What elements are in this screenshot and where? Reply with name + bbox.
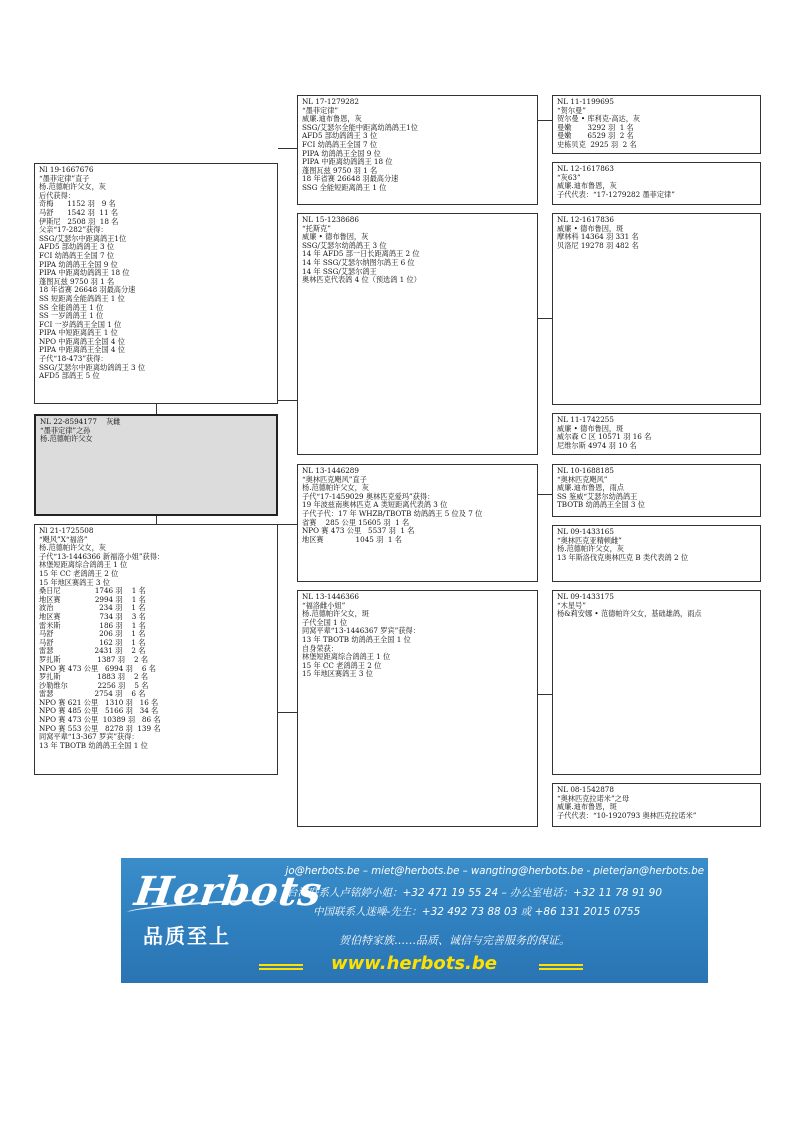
pedigree-line: NPO 赛 485 公里 5166 羽 34 名 xyxy=(39,706,159,716)
pedigree-box-ss-sire xyxy=(552,95,761,154)
pedigree-line: SSG/艾瑟尔中距离鸽王1位 xyxy=(39,233,127,243)
pedigree-line: “灰63” xyxy=(557,172,581,182)
pedigree-box-sd-dam xyxy=(552,413,761,455)
pedigree-line: FCI 一岁鸽鸽王全国 1 位 xyxy=(39,319,122,329)
pedigree-line: 雷瑟 2754 羽 6 名 xyxy=(39,689,146,699)
pedigree-line: 威廉.迪布鲁恩，灰 xyxy=(302,114,362,124)
pedigree-line: NL 11-1199695 xyxy=(557,97,614,106)
pedigree-line: 威廉.迪布鲁恩，灰 xyxy=(557,181,617,191)
pedigree-box-ss-dam xyxy=(552,162,761,205)
pedigree-line: NL 15-1238686 xyxy=(302,215,359,224)
pedigree-line: SSG/艾瑟尔全能中距离幼鸽鸽王1位 xyxy=(302,122,418,132)
pedigree-box-sire-sire xyxy=(297,95,538,205)
pedigree-line: NL 22-8594177 灰雌 xyxy=(40,417,121,426)
pedigree-line: 史栋贝克 2925 羽 2 名 xyxy=(557,139,637,149)
pedigree-line: SSG/艾瑟尔幼鸽鸽王 3 位 xyxy=(302,240,387,250)
pedigree-line: NL 09-1433175 xyxy=(557,592,614,601)
banner-motto: 品质至上 xyxy=(143,924,231,948)
pedigree-line: PIPA 中距离鸽王全国 4 位 xyxy=(39,345,125,355)
pedigree-line: SS 短距离全能鸽鸽王 1 位 xyxy=(39,293,125,303)
pedigree-line: PIPA 中短距离鸽王 1 位 xyxy=(39,328,118,338)
pedigree-line: 贺尔曼 • 库利克-高达，灰 xyxy=(557,114,641,124)
decorative-bar-left xyxy=(259,964,303,966)
pedigree-box-dd-dam xyxy=(552,783,761,827)
connector-line xyxy=(278,148,297,149)
pedigree-line: “木星号” xyxy=(557,600,586,610)
pedigree-line: 地区赛 734 羽 3 名 xyxy=(39,611,146,621)
pedigree-line: SS 一岁鸽鸽王 1 位 xyxy=(39,311,104,321)
herbots-banner xyxy=(121,858,708,983)
connector-line xyxy=(278,400,297,401)
pedigree-line: 雷瑟 2431 羽 2 名 xyxy=(39,646,146,656)
pedigree-line: 罗扎斯 1387 羽 2 名 xyxy=(39,654,149,664)
pedigree-line: FCI 幼鸽鸽王全国 7 位 xyxy=(302,139,378,149)
pedigree-line: 子代“18-473”获得： xyxy=(39,354,108,364)
pedigree-line: 15 年地区赛鸽王 3 位 xyxy=(39,577,110,587)
pedigree-line: AFD5 部鸽王 5 位 xyxy=(39,371,100,381)
herbots-logo: Herbots xyxy=(131,868,326,915)
pedigree-line: “托斯克” xyxy=(302,223,331,233)
pedigree-line: 马舒 206 羽 1 名 xyxy=(39,629,146,639)
pedigree-line: 杨.范德帕许父女，灰 xyxy=(39,182,106,192)
pedigree-line: 同窝平辈“13-367 罗宾”获得： xyxy=(39,732,139,742)
pedigree-box-sire xyxy=(34,163,278,404)
pedigree-line: FCI 幼鸽鸽王全国 7 位 xyxy=(39,250,115,260)
pedigree-line: SS 全能鸽鸽王 1 位 xyxy=(39,302,104,312)
pedigree-line: 杨.范德帕许父女，灰 xyxy=(557,544,624,554)
connector-line xyxy=(538,694,552,695)
connector-line xyxy=(278,524,297,525)
pedigree-line: 伊斯尼 2508 羽 18 名 xyxy=(39,216,119,226)
pedigree-line: 15 年 CC 老鸽鸽王 2 位 xyxy=(39,568,119,578)
pedigree-line: PIPA 中距离幼鸽鸽王 18 位 xyxy=(39,268,130,278)
pedigree-box-sire-dam xyxy=(297,213,538,455)
pedigree-line: 子代全国 1 位 xyxy=(302,617,348,627)
pedigree-line: 同窝平辈“13-1446367 罗宾”获得： xyxy=(302,626,420,636)
pedigree-line: 波治 234 羽 1 名 xyxy=(39,603,146,613)
pedigree-line: 曼嫩 3292 羽 1 名 xyxy=(557,122,634,132)
pedigree-line: 15 年地区赛鸽王 3 位 xyxy=(302,669,373,679)
pedigree-box-dam-dam xyxy=(297,590,538,827)
pedigree-line: 马舒 162 羽 1 名 xyxy=(39,637,146,647)
pedigree-line: 杨.范德帕许父女 xyxy=(40,434,93,444)
pedigree-line: PIPA 中距离幼鸽鸽王 18 位 xyxy=(302,157,393,167)
banner-contact-taiwan: 台湾联系人卢铭婷小姐：+32 471 19 55 24 – 办公室电话：+32 11 78 91 90 xyxy=(287,887,663,899)
pedigree-line: 杨.范德帕许父女，灰 xyxy=(302,483,369,493)
connector-line xyxy=(538,494,552,495)
pedigree-line: AFD5 部幼鸽鸽王 3 位 xyxy=(302,131,378,141)
pedigree-line: 威廉 • 德布鲁因，斑 xyxy=(557,223,624,233)
pedigree-line: 地区赛 2994 羽 1 名 xyxy=(39,594,146,604)
decorative-bar-right xyxy=(539,964,583,966)
banner-contact-china: 中国联系人迷噪-先生：+32 492 73 88 03 或 +86 131 2015 0755 xyxy=(313,906,641,918)
pedigree-line: SSG 全能短距离鸽王 1 位 xyxy=(302,182,387,192)
pedigree-line: 雷米斯 186 羽 1 名 xyxy=(39,620,146,630)
pedigree-line: PIPA 幼鸽鸽王全国 9 位 xyxy=(302,148,381,158)
pedigree-line: 威廉 • 德布鲁因，灰 xyxy=(302,232,369,242)
pedigree-line: AFD5 部幼鸽鸽王 3 位 xyxy=(39,242,115,252)
pedigree-box-ds-dam xyxy=(552,525,761,582)
pedigree-line: 子代子代：17 年 WHZB/TBOTB 幼鸽鸽王 5 位及 7 位 xyxy=(302,508,483,518)
pedigree-line: 14 年 AFD5 部一日长距离鸽王 2 位 xyxy=(302,249,420,259)
website-link[interactable]: www.herbots.be xyxy=(331,953,497,974)
pedigree-line: NPO 赛 473 公里 6994 羽 6 名 xyxy=(39,663,156,673)
pedigree-box-dd-sire xyxy=(552,590,761,775)
pedigree-line: NL 08-1542878 xyxy=(557,785,614,794)
pedigree-line: “墨菲定律”直子 xyxy=(39,173,90,183)
pedigree-line: 14 年 SSG/艾瑟尔鸽王 xyxy=(302,266,377,276)
pedigree-line: 19 年波兹南奥林匹克 A 类短距离代表鸽 3 位 xyxy=(302,500,448,510)
pedigree-line: 杨&莉安娜 • 范德帕许父女，基础雄鸽，雨点 xyxy=(557,609,702,619)
pedigree-box-ds-sire xyxy=(552,464,761,517)
pedigree-line: NPO 赛 553 公里 8278 羽 139 名 xyxy=(39,723,161,733)
pedigree-line: 曼嫩 6529 羽 2 名 xyxy=(557,131,634,141)
pedigree-line: NL 10-1688185 xyxy=(557,466,614,475)
pedigree-line: SSG/艾瑟尔中距离幼鸽鸽王 3 位 xyxy=(39,362,146,372)
pedigree-line: “奥林匹克飓风”直子 xyxy=(302,474,367,484)
pedigree-line: NPO 赛 473 公里 5537 羽 1 名 xyxy=(302,526,415,536)
pedigree-line: TBOTB 幼鸽鸽王全国 3 位 xyxy=(557,500,645,510)
pedigree-line: 自身荣获： xyxy=(302,643,338,653)
pedigree-box-subject xyxy=(34,414,278,516)
pedigree-line: 杨.范德帕许父女，灰 xyxy=(39,543,106,553)
pedigree-line: “奥林匹克拉诺米”之母 xyxy=(557,793,630,803)
pedigree-line: PIPA 幼鸽鸽王全国 9 位 xyxy=(39,259,118,269)
pedigree-line: 省赛 285 公里 15605 羽 1 名 xyxy=(302,517,410,527)
connector-line xyxy=(538,120,552,121)
pedigree-line: NL 11-1742255 xyxy=(557,415,614,424)
pedigree-line: 蓬图瓦兹 9750 羽 1 名 xyxy=(39,276,115,286)
pedigree-line: NPO 赛 473 公里 10389 羽 86 名 xyxy=(39,715,161,725)
pedigree-line: 13 年 TBOTB 幼鸽鸽王全国 1 位 xyxy=(302,634,411,644)
pedigree-line: 父亲“17-282”获得： xyxy=(39,225,108,235)
pedigree-line: 尼维尔斯 4974 羽 10 名 xyxy=(557,440,637,450)
pedigree-line: Nl 21-1725508 xyxy=(39,526,94,535)
banner-emails[interactable]: jo@herbots.be – miet@herbots.be – wangting@herbots.be - pieterjan@herbots.be xyxy=(285,866,704,877)
pedigree-line: 18 年省赛 26648 羽最高分速 xyxy=(39,285,136,295)
pedigree-line: 子代“17-1459029 奥林匹克爱玛”获得： xyxy=(302,491,435,501)
pedigree-line: “飓风”X“福洛” xyxy=(39,534,88,544)
pedigree-line: 威尔森 C 区 10571 羽 16 名 xyxy=(557,432,652,442)
pedigree-line: NPO 中距离鸽王全国 4 位 xyxy=(39,336,125,346)
pedigree-line: 18 年省赛 26648 羽最高分速 xyxy=(302,174,399,184)
pedigree-line: 14 年 SSG/艾瑟尔纳图尔鸽王 6 位 xyxy=(302,257,415,267)
pedigree-line: 威廉.迪布鲁恩，雨点 xyxy=(557,483,624,493)
pedigree-line: 贝洛尼 19278 羽 482 名 xyxy=(557,240,639,250)
pedigree-line: “奥林匹克亚精顿雌” xyxy=(557,535,622,545)
pedigree-line: “奥林匹克飓风” xyxy=(557,474,608,484)
pedigree-line: NPO 赛 621 公里 1310 羽 16 名 xyxy=(39,697,159,707)
pedigree-line: 15 年 CC 老鸽鸽王 2 位 xyxy=(302,660,382,670)
pedigree-line: NL 09-1433165 xyxy=(557,527,614,536)
pedigree-box-dam-sire xyxy=(297,464,538,582)
pedigree-line: 林堡短距离综合鸽鸽王 1 位 xyxy=(39,560,128,570)
pedigree-line: 13 年 TBOTB 幼鸽鸽王全国 1 位 xyxy=(39,740,148,750)
pedigree-line: 子代“13-1446366 新福洛小姐”获得： xyxy=(39,551,165,561)
pedigree-line: 13 年斯洛伐克奥林匹克 B 类代表鸽 2 位 xyxy=(557,552,689,562)
pedigree-line: NL 17-1279282 xyxy=(302,97,359,106)
pedigree-line: 马舒 1542 羽 11 名 xyxy=(39,207,119,217)
pedigree-line: 后代获得： xyxy=(39,190,75,200)
pedigree-line: 子代代表：“10-1920793 奥林匹克拉诺米” xyxy=(557,810,697,820)
pedigree-line: 林堡短距离综合鸽鸽王 1 位 xyxy=(302,652,391,662)
pedigree-line: 地区赛 1045 羽 1 名 xyxy=(302,534,402,544)
pedigree-line: NL 12-1617863 xyxy=(557,164,614,173)
pedigree-line: 杨.范德帕许父女，斑 xyxy=(302,609,369,619)
pedigree-line: 桑日尼 1746 羽 1 名 xyxy=(39,586,146,596)
pedigree-line: 威廉.迪布鲁恩，斑 xyxy=(557,802,617,812)
pedigree-line: NL 13-1446366 xyxy=(302,592,359,601)
connector-line xyxy=(156,516,157,524)
pedigree-line: 威廉 • 德布鲁因，斑 xyxy=(557,423,624,433)
pedigree-line: 奥林匹克代表鸽 4 位（预选鸽 1 位） xyxy=(302,275,421,285)
pedigree-line: 奇梅 1152 羽 9 名 xyxy=(39,199,116,209)
pedigree-box-sd-sire xyxy=(552,213,761,405)
pedigree-box-dam xyxy=(34,524,278,775)
pedigree-line: 沙勒维尔 2256 羽 5 名 xyxy=(39,680,149,690)
pedigree-line: 摩林科 14364 羽 331 名 xyxy=(557,232,639,242)
banner-slogan: 贺伯特家族……品质、诚信与完善服务的保证。 xyxy=(339,934,570,947)
pedigree-line: “墨菲定律” xyxy=(302,105,339,115)
pedigree-line: NL 12-1617836 xyxy=(557,215,614,224)
connector-line xyxy=(278,712,297,713)
pedigree-line: 罗扎斯 1883 羽 2 名 xyxy=(39,672,149,682)
pedigree-line: NL 13-1446289 xyxy=(302,466,359,475)
pedigree-line: 蓬图瓦兹 9750 羽 1 名 xyxy=(302,165,378,175)
connector-line xyxy=(538,318,552,319)
pedigree-line: SS 鉴威“艾瑟尔幼鸽鸽王 xyxy=(557,491,638,501)
pedigree-line: 子代代表：“17-1279282 墨菲定律” xyxy=(557,189,675,199)
pedigree-line: “福洛雌小姐” xyxy=(302,600,346,610)
pedigree-line: “贺尔曼” xyxy=(557,105,586,115)
connector-line xyxy=(156,404,157,414)
pedigree-line: “墨菲定律”之孙 xyxy=(40,425,91,435)
pedigree-line: Nl 19-1667676 xyxy=(39,165,94,174)
